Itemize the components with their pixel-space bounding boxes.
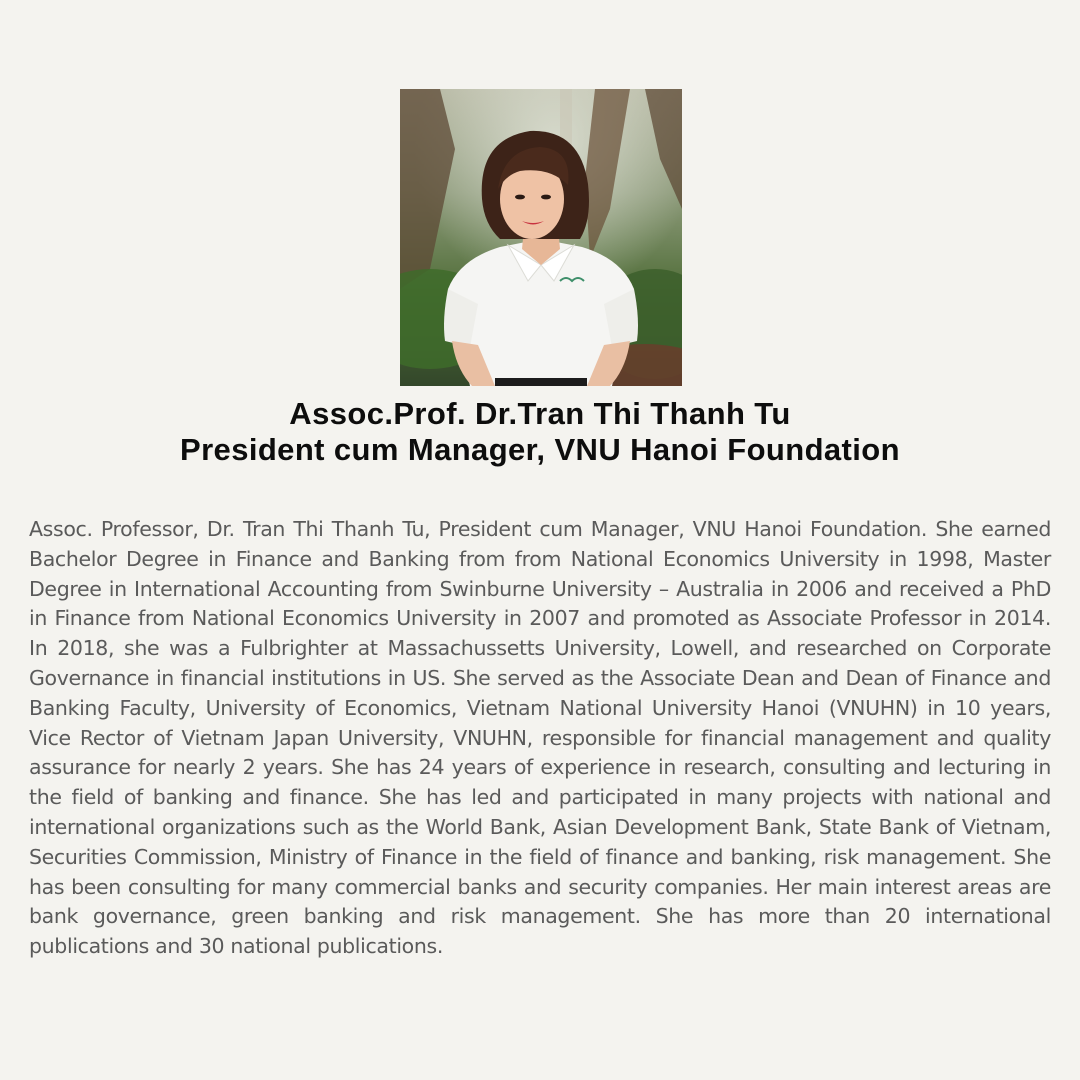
biography-text: Assoc. Professor, Dr. Tran Thi Thanh Tu, President cum Manager, VNU Hanoi Foundation. She earned Bachelor Degree in Finance and Banking from from National Economics University in 1998, Master Degree in International Accounting from Swinburne University – Australia in 2006 and received a PhD in Finance from National Economics University in 2007 and promoted as Associate Professor in 2014. In 2018, she was a Fulbrighter at Massachussetts University, Lowell, and researched on Corporate Governance in financial institutions in US. She served as the Associate Dean and Dean of Finance and Banking Faculty, University of Economics, Vietnam National University Hanoi (VNUHN) in 10 years, Vice Rector of Vietnam Japan University, VNUHN, responsible for financial management and quality assurance for nearly 2 years. She has 24 years of experience in research, consulting and lecturing in the field of banking and finance. She has led and participated in many projects with national and international organizations such as the World Bank, Asian Development Bank, State Bank of Vietnam, Securities Commission, Ministry of Finance in the field of finance and banking, risk management. She has been consulting for many commercial banks and security companies. Her main interest areas are bank governance, green banking and risk management. She has more than 20 international publications and 30 national publications. <box>29 517 1051 959</box>
profile-heading <box>0 396 1080 468</box>
person-title: President cum Manager, VNU Hanoi Foundation <box>180 432 900 467</box>
person-name: Assoc.Prof. Dr.Tran Thi Thanh Tu <box>289 396 791 431</box>
portrait-illustration <box>400 89 682 386</box>
profile-photo <box>400 89 682 386</box>
